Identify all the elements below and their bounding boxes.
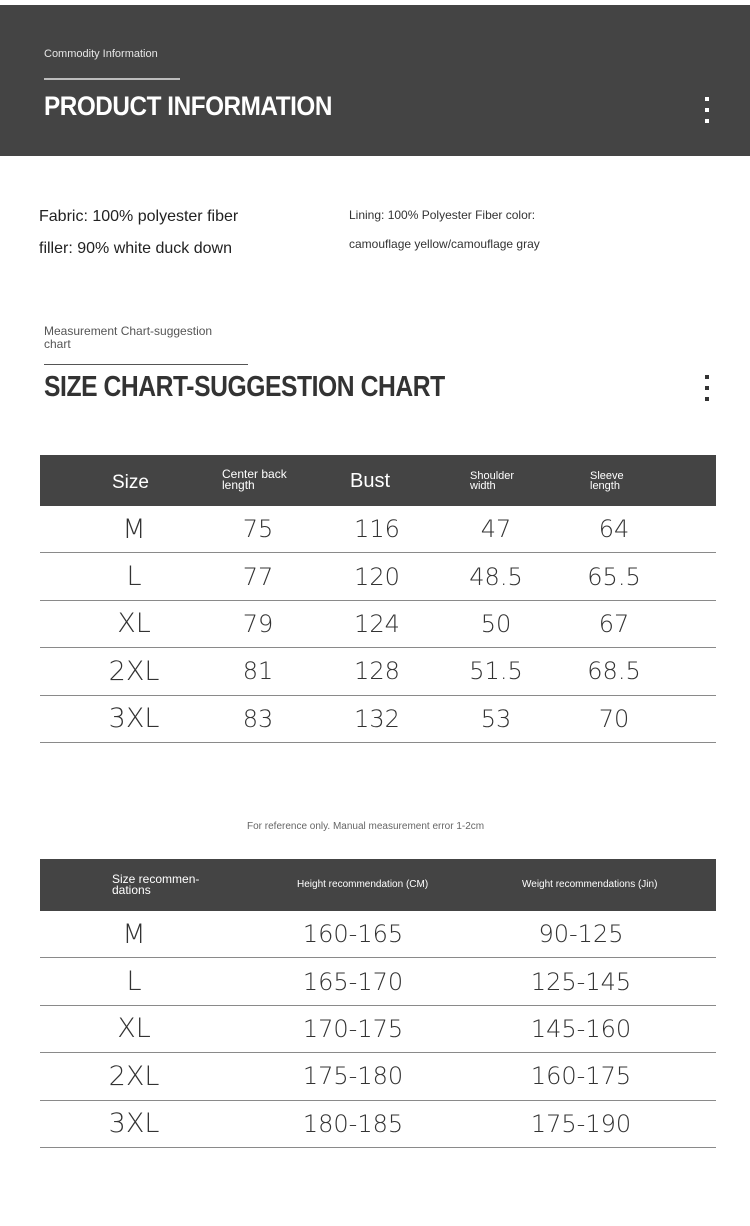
table-row — [40, 506, 716, 553]
table-cell: 68.5 — [587, 657, 641, 686]
table-row — [40, 1006, 716, 1053]
product-info-header — [0, 5, 750, 156]
table-row — [40, 1101, 716, 1148]
table-cell: 48.5 — [469, 562, 523, 591]
table-cell: 90-125 — [538, 920, 624, 949]
header-center-back-length: Center back length — [222, 467, 287, 492]
table-cell: XL — [117, 608, 151, 640]
header-weight-recommendation: Weight recommendations (Jin) — [522, 879, 658, 890]
header-height-recommendation: Height recommendation (CM) — [297, 879, 429, 890]
table-cell: 53 — [480, 704, 512, 733]
table-cell: 175-190 — [530, 1109, 632, 1138]
dots-icon — [705, 375, 711, 408]
table-cell: L — [126, 561, 142, 593]
recommendation-table — [40, 859, 716, 1148]
table-cell: 47 — [480, 515, 512, 544]
table-cell: L — [126, 966, 142, 998]
lining-line: Lining: 100% Polyester Fiber color: — [349, 208, 536, 222]
table-row — [40, 553, 716, 600]
table-cell: 75 — [242, 515, 274, 544]
table-cell: 160-165 — [302, 920, 404, 949]
lining-info — [349, 201, 540, 259]
header-size-recommendations: Size recommen-dations — [112, 872, 200, 897]
size-chart-header — [40, 455, 716, 506]
size-section-rule — [44, 364, 248, 365]
table-cell: 81 — [242, 657, 274, 686]
header-shoulder-width: Shoulder width — [470, 470, 515, 492]
table-row — [40, 958, 716, 1005]
table-row — [40, 648, 716, 695]
table-cell: 67 — [598, 609, 630, 638]
table-cell: 145-160 — [530, 1014, 632, 1043]
table-cell: 65.5 — [587, 562, 641, 591]
filler-line: filler: 90% white duck down — [39, 240, 232, 257]
table-row — [40, 601, 716, 648]
table-cell: 170-175 — [302, 1014, 404, 1043]
table-cell: 64 — [598, 515, 630, 544]
table-cell: 128 — [354, 657, 400, 686]
header-size: Size — [112, 472, 149, 493]
table-cell: M — [122, 918, 146, 950]
table-cell: 3XL — [108, 1108, 160, 1140]
header-bust: Bust — [350, 470, 391, 492]
size-chart-table — [40, 455, 716, 743]
measurement-note: For reference only. Manual measurement error 1-2cm — [247, 821, 485, 832]
header-subtitle: Commodity Information — [44, 48, 158, 60]
table-row — [40, 1053, 716, 1100]
fabric-info — [39, 201, 238, 265]
table-cell: 3XL — [108, 703, 160, 735]
table-cell: 51.5 — [469, 657, 523, 686]
table-cell: 124 — [354, 609, 400, 638]
table-cell: 180-185 — [302, 1109, 404, 1138]
table-cell: 50 — [480, 609, 512, 638]
recommendation-header — [40, 859, 716, 911]
size-section-subtitle: Measurement Chart-suggestion chart — [44, 324, 213, 351]
fabric-line: Fabric: 100% polyester fiber — [39, 208, 239, 225]
table-row — [40, 696, 716, 743]
table-cell: 125-145 — [530, 967, 632, 996]
color-line: camouflage yellow/camouflage gray — [349, 237, 540, 251]
header-rule — [44, 78, 180, 80]
table-cell: 2XL — [108, 655, 160, 687]
table-cell: 116 — [354, 515, 400, 544]
table-cell: 77 — [242, 562, 274, 591]
header-sleeve-length: Sleeve length — [590, 470, 624, 492]
table-cell: 79 — [242, 609, 274, 638]
dots-icon — [705, 97, 711, 130]
size-section-title: SIZE CHART-SUGGESTION CHART — [44, 371, 445, 403]
table-cell: 70 — [598, 704, 630, 733]
table-cell: 132 — [354, 704, 400, 733]
table-cell: 120 — [354, 562, 400, 591]
table-cell: 175-180 — [302, 1062, 404, 1091]
header-title: PRODUCT INFORMATION — [44, 91, 332, 121]
table-cell: 165-170 — [302, 967, 404, 996]
table-cell: 160-175 — [530, 1062, 632, 1091]
table-cell: 2XL — [108, 1060, 160, 1092]
table-cell: XL — [117, 1013, 151, 1045]
table-row — [40, 911, 716, 958]
table-cell: M — [122, 513, 146, 545]
table-cell: 83 — [242, 704, 274, 733]
